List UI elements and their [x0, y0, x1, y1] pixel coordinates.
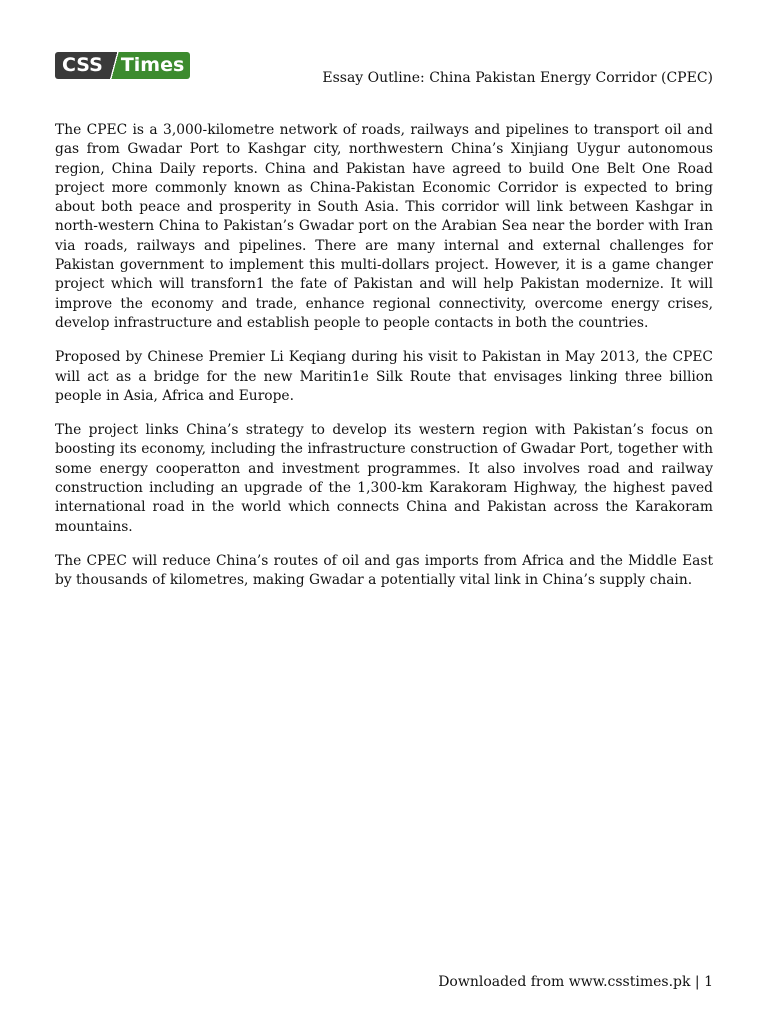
- header-title: Essay Outline: China Pakistan Energy Corridor (CPEC): [322, 70, 713, 86]
- logo-slash-icon: [109, 52, 119, 79]
- paragraph: Proposed by Chinese Premier Li Keqiang during his visit to Pakistan in May 2013, the CPEC will act as a bridge for the new Maritin1e Silk Route that envisages linking three billion people in Asia, Africa and Europe.: [55, 349, 713, 404]
- logo-times-text: Times: [119, 52, 190, 79]
- paragraph: The CPEC will reduce China’s routes of oil and gas imports from Africa and the Middle East by thousands of kilometres, making Gwadar a potentially vital link in China’s supply chain.: [55, 552, 713, 589]
- footer-download-note: Downloaded from www.csstimes.pk | 1: [438, 974, 713, 990]
- logo-css-text: CSS: [55, 52, 109, 79]
- essay-body: [55, 121, 713, 606]
- paragraph: The project links China’s strategy to develop its western region with Pakistan’s focus on boosting its economy, including the infrastructure construction of Gwadar Port, together with some energy cooperatton and investment programmes. It also involves road and railway construction including an upgrade of the 1,300-km Karakoram Highway, the highest paved international road in the world which connects China and Pakistan across the Karakoram mountains.: [55, 422, 713, 535]
- paragraph: The CPEC is a 3,000-kilometre network of roads, railways and pipelines to transport oil and gas from Gwadar Port to Kashgar city, northwestern China’s Xinjiang Uygur autonomous region, China Daily reports. China and Pakistan have agreed to build One Belt One Road project more commonly known as China-Pakistan Economic Corridor is expected to bring about both peace and prosperity in South Asia. This corridor will link between Kashgar in north-western China to Pakistan’s Gwadar port on the Arabian Sea near the border with Iran via roads, railways and pipelines. There are many internal and external challenges for Pakistan government to implement this multi-dollars project. However, it is a game changer project which will transforn1 the fate of Pakistan and will help Pakistan modernize. It will improve the economy and trade, enhance regional connectivity, overcome energy crises, develop infrastructure and establish people to people contacts in both the countries.: [55, 122, 713, 331]
- csstimes-logo: [55, 52, 190, 79]
